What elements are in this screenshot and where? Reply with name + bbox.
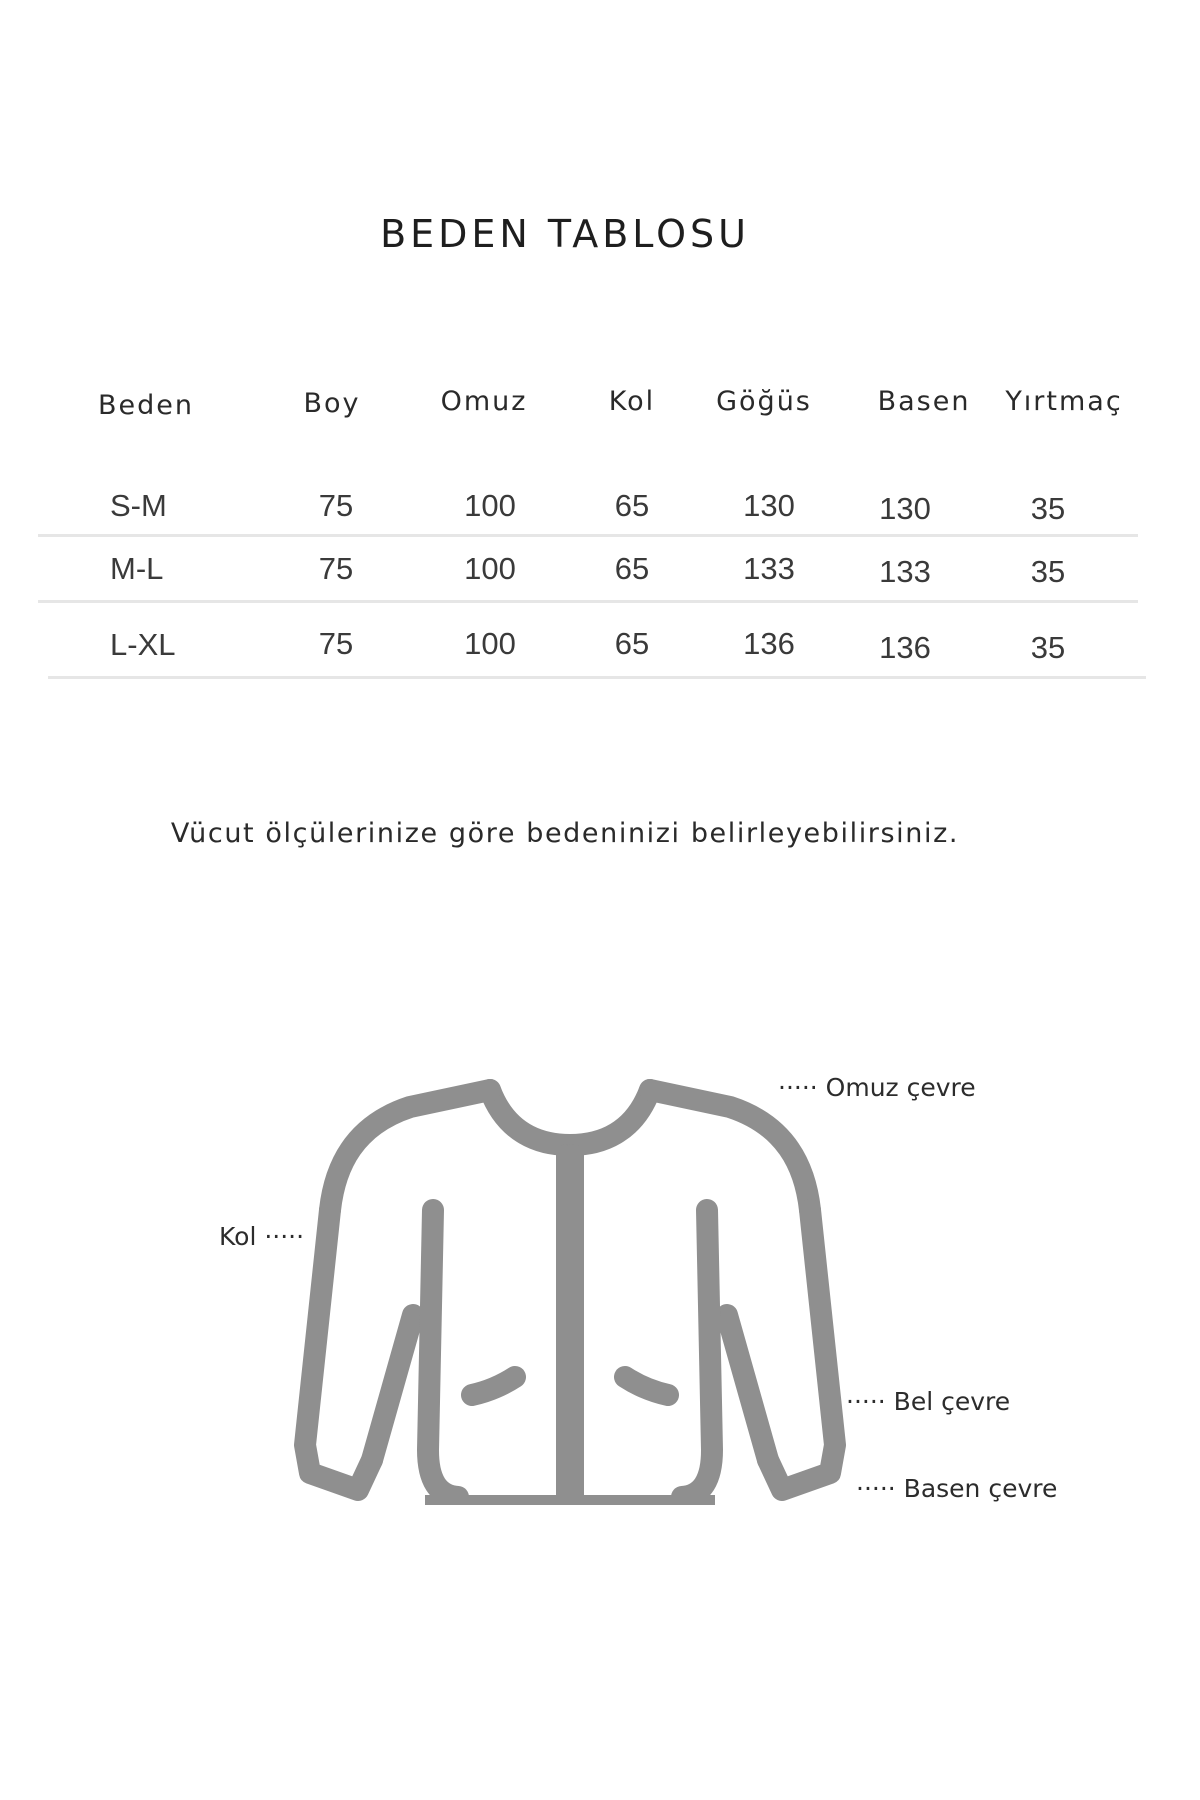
header-gogus: Göğüs — [716, 386, 812, 417]
table-cell-omuz: 100 — [464, 551, 516, 586]
label-kol: Kol ····· — [219, 1222, 305, 1251]
table-cell-gogus: 130 — [743, 488, 795, 523]
table-cell-yirtmac: 35 — [1030, 554, 1066, 589]
table-cell-omuz: 100 — [464, 488, 516, 523]
table-cell-omuz: 100 — [464, 626, 516, 661]
header-omuz: Omuz — [440, 386, 528, 417]
table-cell-yirtmac: 35 — [1030, 630, 1066, 665]
table-cell-basen: 136 — [879, 630, 931, 665]
table-cell-boy: 75 — [318, 626, 354, 661]
header-basen: Basen — [877, 386, 971, 417]
table-row-size: M-L — [110, 551, 164, 586]
header-boy: Boy — [303, 388, 361, 419]
table-cell-gogus: 136 — [743, 626, 795, 661]
table-cell-boy: 75 — [318, 551, 354, 586]
table-cell-yirtmac: 35 — [1030, 491, 1066, 526]
table-cell-basen: 133 — [879, 554, 931, 589]
header-kol: Kol — [608, 386, 656, 417]
label-omuz-cevre: ····· Omuz çevre — [778, 1073, 976, 1102]
table-row-size: L-XL — [110, 627, 176, 662]
table-cell-kol: 65 — [614, 551, 650, 586]
table-cell-kol: 65 — [614, 488, 650, 523]
label-bel-cevre: ····· Bel çevre — [846, 1387, 1011, 1416]
table-cell-kol: 65 — [614, 626, 650, 661]
header-beden: Beden — [98, 390, 194, 421]
table-row-divider — [38, 534, 1138, 537]
measurement-note: Vücut ölçülerinize göre bedeninizi belirleyebilirsiniz. — [170, 818, 960, 849]
page-title: BEDEN TABLOSU — [380, 212, 750, 256]
table-cell-basen: 130 — [879, 491, 931, 526]
header-yirtmac: Yırtmaç — [1005, 386, 1123, 417]
label-basen-cevre: ····· Basen çevre — [856, 1474, 1058, 1503]
table-row-size: S-M — [110, 488, 167, 523]
jacket-outline-icon — [280, 1055, 860, 1505]
table-row-divider — [48, 676, 1146, 679]
table-cell-gogus: 133 — [743, 551, 795, 586]
table-cell-boy: 75 — [318, 488, 354, 523]
table-row-divider — [38, 600, 1138, 603]
